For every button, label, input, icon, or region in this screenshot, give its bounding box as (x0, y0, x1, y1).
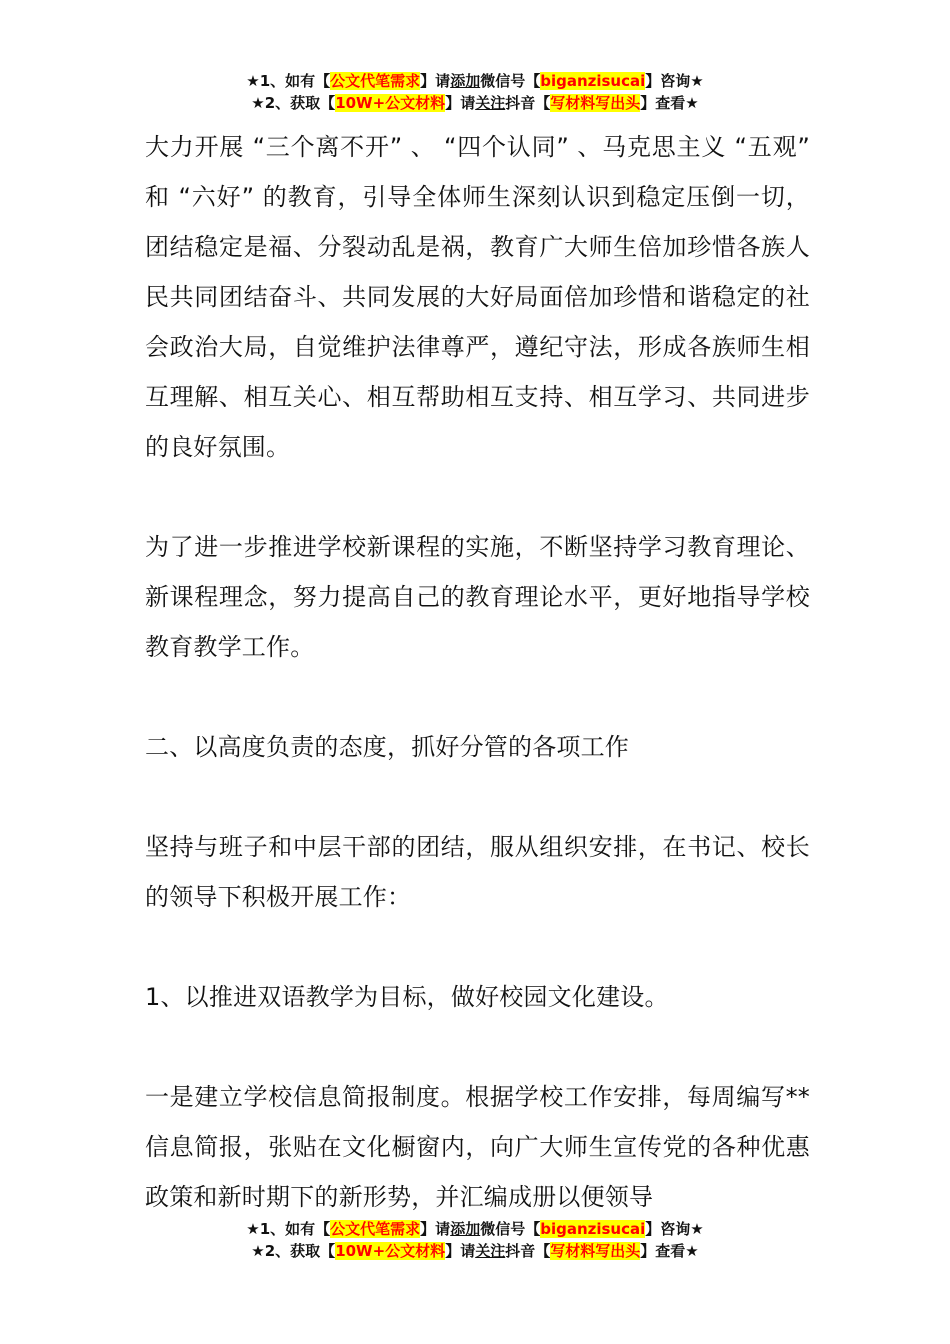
banner-text: 】请 (445, 94, 476, 112)
paragraph-4: 坚持与班子和中层干部的团结，服从组织安排，在书记、校长的领导下积极开展工作： (145, 833, 810, 911)
bottom-banner (0, 1218, 950, 1262)
banner-text: 】查看★ (640, 94, 699, 112)
banner-highlight: 写材料写出头 (550, 1242, 641, 1260)
paragraph-gap (145, 1022, 810, 1072)
banner-text: ★1、如有【 (246, 1220, 331, 1238)
banner-text: ★2、获取【 (251, 94, 336, 112)
banner-text: 微信号【 (480, 72, 541, 90)
banner-text: 抖音【 (505, 94, 551, 112)
banner-text: 】请 (445, 1242, 476, 1260)
banner-highlight: 公文代笔需求 (330, 72, 421, 90)
banner-text: 】请 (420, 1220, 451, 1238)
banner-emphasis: 添加 (450, 72, 481, 90)
banner-highlight: 10W+公文材料 (335, 94, 446, 112)
banner-text: 】请 (420, 72, 451, 90)
banner-highlight: biganzisucai (540, 72, 646, 90)
banner-text: 抖音【 (505, 1242, 551, 1260)
banner-line-2 (0, 92, 950, 114)
paragraph-gap (145, 772, 810, 822)
top-banner (0, 70, 950, 114)
banner-highlight: 公文代笔需求 (330, 1220, 421, 1238)
banner-text: ★1、如有【 (246, 72, 331, 90)
paragraph-6: 一是建立学校信息简报制度。根据学校工作安排，每周编写**信息简报，张贴在文化橱窗内，向广大师生宣传党的各种优惠政策和新时期下的新形势，并汇编成册以便领导 (145, 1083, 810, 1211)
paragraph-gap (145, 672, 810, 722)
paragraph-gap (145, 472, 810, 522)
banner-line-2 (0, 1240, 950, 1262)
banner-text: 】咨询★ (645, 72, 704, 90)
banner-emphasis: 关注 (475, 1242, 506, 1260)
banner-highlight: 写材料写出头 (550, 94, 641, 112)
banner-highlight: 10W+公文材料 (335, 1242, 446, 1260)
banner-text: 】查看★ (640, 1242, 699, 1260)
banner-text: 微信号【 (480, 1220, 541, 1238)
banner-highlight: biganzisucai (540, 1220, 646, 1238)
banner-emphasis: 关注 (475, 94, 506, 112)
list-item-1: 1、以推进双语教学为目标，做好校园文化建设。 (145, 983, 669, 1011)
banner-line-1 (0, 70, 950, 92)
banner-text: 】咨询★ (645, 1220, 704, 1238)
section-heading: 二、以高度负责的态度，抓好分管的各项工作 (145, 733, 629, 761)
document-body (145, 122, 810, 1222)
paragraph-2: 为了进一步推进学校新课程的实施，不断坚持学习教育理论、新课程理念，努力提高自己的教育理论水平，更好地指导学校教育教学工作。 (145, 533, 810, 661)
banner-emphasis: 添加 (450, 1220, 481, 1238)
banner-line-1 (0, 1218, 950, 1240)
banner-text: ★2、获取【 (251, 1242, 336, 1260)
paragraph-1: 大力开展 “三个离不开” 、 “四个认同” 、马克思主义 “五观” 和 “六好” 的教育，引导全体师生深刻认识到稳定压倒一切，团结稳定是福、分裂动乱是祸，教育广大师生倍加珍惜各族人民共同团结奋斗、共同发展的大好局面倍加珍惜和谐稳定的社会政治大局，自觉维护法律尊严，遵纪守法，形成各族师生相互理解、相互关心、相互帮助相互支持、相互学习、共同进步的良好氛围。 (145, 133, 810, 461)
paragraph-gap (145, 922, 810, 972)
